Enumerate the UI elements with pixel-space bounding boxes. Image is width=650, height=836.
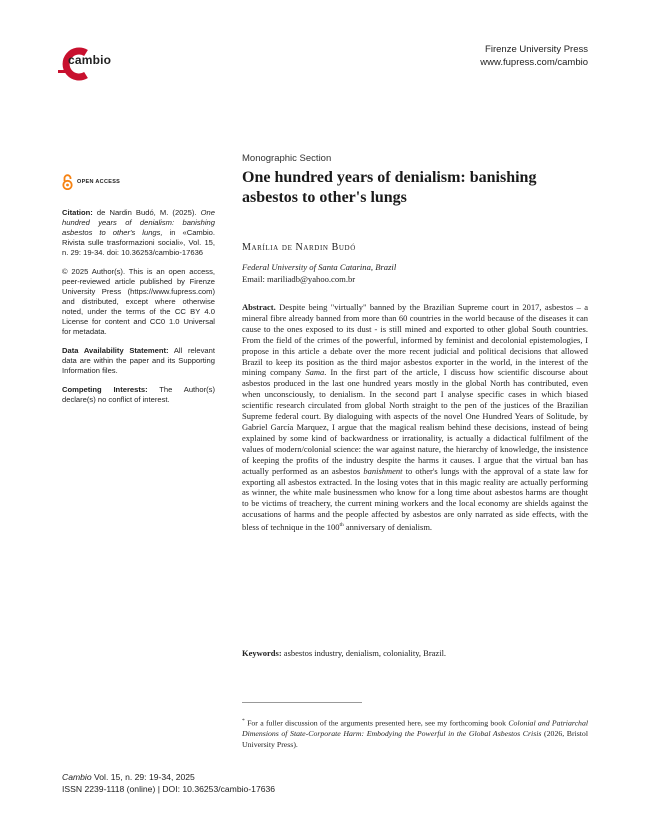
abstract-banishment: banishment bbox=[363, 465, 403, 476]
keywords-label: Keywords: bbox=[242, 648, 282, 658]
keywords bbox=[242, 648, 588, 659]
open-access-lock-icon bbox=[62, 174, 73, 190]
data-availability bbox=[62, 346, 215, 376]
publisher-name: Firenze University Press bbox=[485, 44, 588, 55]
citation-authors: de Nardin Budó, M. (2025). bbox=[96, 208, 197, 217]
footer-issn-doi: ISSN 2239-1118 (online) | DOI: 10.36253/cambio-17636 bbox=[62, 783, 276, 794]
footnote bbox=[242, 716, 588, 750]
abstract-superscript: th bbox=[339, 522, 344, 529]
article-title: One hundred years of denialism: banishing asbestos to other's lungs bbox=[242, 169, 537, 206]
competing-interests-label: Competing Interests: bbox=[62, 385, 148, 394]
section-label: Monographic Section bbox=[242, 153, 332, 164]
citation-label: Citation: bbox=[62, 208, 93, 217]
data-availability-label: Data Availability Statement: bbox=[62, 346, 169, 355]
author-name: Marília de Nardin Budó bbox=[242, 242, 356, 253]
keywords-list: asbestos industry, denialism, coloniality, Brazil. bbox=[283, 648, 447, 658]
publisher-url[interactable]: www.fupress.com/cambio bbox=[480, 57, 588, 68]
competing-interests-text: The Author(s) declare(s) no conflict of interest. bbox=[62, 385, 215, 404]
footnote-mark: * bbox=[242, 718, 245, 724]
journal-logo bbox=[56, 44, 116, 84]
abstract-label: Abstract. bbox=[242, 302, 276, 312]
author-affiliation-block bbox=[242, 261, 396, 285]
open-access-badge bbox=[62, 174, 120, 190]
author-affiliation: Federal University of Santa Catarina, Brazil bbox=[242, 262, 397, 272]
publisher-info bbox=[480, 43, 588, 69]
abstract-text-4: anniversary of denialism. bbox=[345, 521, 433, 532]
page-footer bbox=[62, 772, 275, 795]
abstract-text-1: Despite being "virtually" banned by the Brazilian Supreme court in 2017, asbestos – a mineral fibre already banned from more than 60 countries in the world because of the diseases it can cause to the ones exposed to its dust - is still mined and exported to other global South countries. From the field of the crimes of the powerful, informed by feminist and decolonial epistemologies, I propose in this article a debate over the more recent judicial and political decisions that allowed Brazil to keep its position as the third major asbestos exporter in the world, in the interest of the mining company bbox=[242, 302, 589, 378]
citation-details: in «Cambio. Rivista sulle trasformazioni sociali», Vol. 15, n. 29: 19-34. doi: 10.36253/cambio-17636 bbox=[62, 228, 215, 257]
abstract bbox=[242, 302, 588, 533]
abstract-company-name: Sama bbox=[305, 367, 325, 378]
abstract-text-3: to other's lungs with the approval of a state law for exporting all asbestos extracted. In the losing votes that in this magic reality are actually performing as winner, the white male businessmen who know for a long time about asbestos harms are thought to be victims of treachery, the current mining workers and the local economy are shields against the accusations of harms and the people affected by asbestos are only narrated as side effects, with the bless of technique in the 100 bbox=[242, 465, 589, 532]
footnote-divider bbox=[242, 702, 362, 703]
footer-journal-name: Cambio bbox=[62, 772, 92, 782]
footnote-text-1: For a fuller discussion of the arguments presented here, see my forthcoming book bbox=[247, 718, 507, 728]
abstract-text-2: . In the first part of the article, I discuss how scientific discourse about asbestos produced in the last one hundred years mostly in the global North has contributed, even when unconsciously, to denialism. In the second part I analyse specific cases in which biased scientific research circulated from global North straight to the pen of the justices of the Brazilian Supreme federal court. By dialoguing with aspects of the novel One Hundred Years of Solitude, by Gabriel García Marquez, I argue that the magical realism behind these decisions, instead of being explained by some kind of backwardness or irrationality, is actually a didactical fulfilment of the values of modern/colonial science: the war against nature, the hierarchy of knowledge, the insistence of keeping the profits of the industry despite the harms it causes. I argue that the virtual ban has actually performed as an asbestos bbox=[242, 367, 589, 476]
footer-volume: Vol. 15, n. 29: 19-34, 2025 bbox=[94, 772, 195, 782]
footnote-text-2: (2026, Bristol University Press). bbox=[242, 729, 588, 749]
author-email: Email: mariliadb@yahoo.com.br bbox=[242, 274, 356, 284]
footnote-book-title: Colonial and Patriarchal Dimensions of State-Corporate Harm: Embodying the Powerful in the Global Asbestos Crisis bbox=[242, 718, 589, 739]
article-metadata-sidebar bbox=[62, 208, 215, 414]
citation-title: One hundred years of denialism: banishing asbestos to other's lungs, bbox=[62, 208, 215, 237]
open-access-label: OPEN ACCESS bbox=[77, 179, 121, 185]
data-availability-text: All relevant data are within the paper and its Supporting Information files. bbox=[62, 346, 215, 375]
competing-interests bbox=[62, 385, 215, 405]
citation bbox=[62, 208, 215, 258]
copyright-notice: © 2025 Author(s). This is an open access, peer-reviewed article published by Firenze University Press (https://www.fupress.com) and distributed, except where otherwise noted, under the terms of the CC BY 4.0 License for content and CC0 1.0 Universal for metadata. bbox=[62, 267, 215, 336]
footer-journal-line bbox=[62, 772, 275, 784]
logo-text: cambio bbox=[68, 53, 112, 67]
